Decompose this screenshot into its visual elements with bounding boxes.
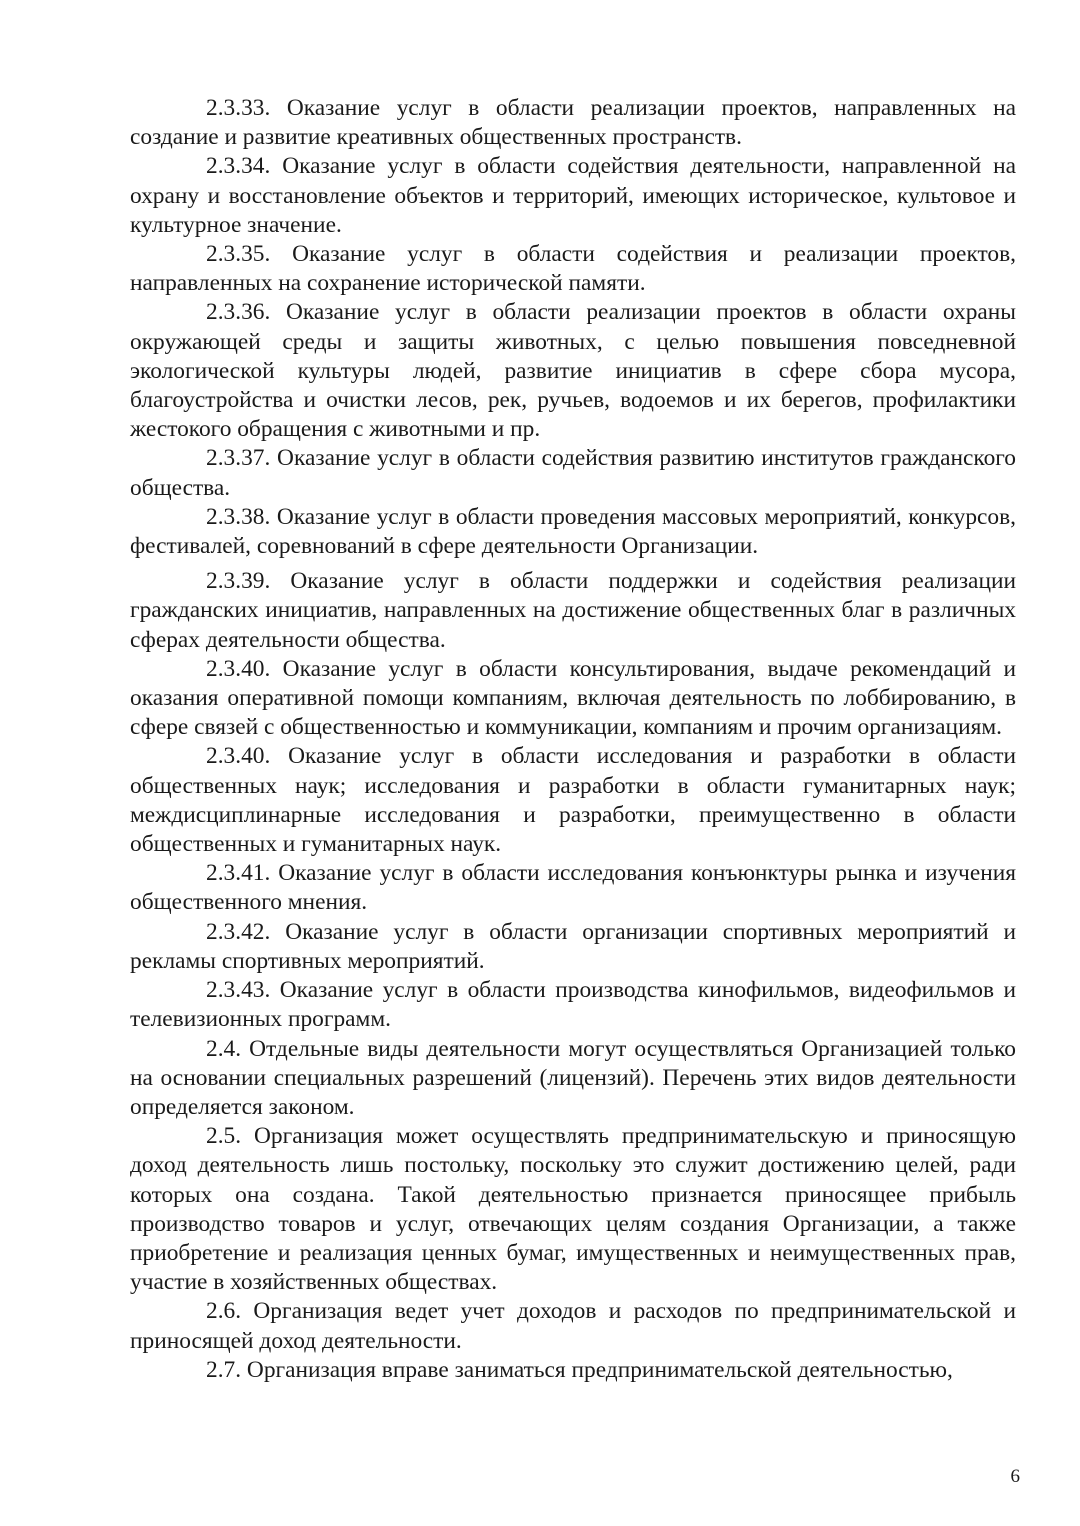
paragraph-2-3-39: 2.3.39. Оказание услуг в области поддержки и содействия реализации гражданских инициатив, направленных на достижение общественных благ в различных сферах деятельности общества.: [130, 568, 1016, 653]
document-body: [130, 94, 1016, 1385]
page-number: 6: [1010, 1466, 1020, 1487]
paragraph-2-3-42: 2.3.42. Оказание услуг в области организации спортивных мероприятий и рекламы спортивных мероприятий.: [130, 918, 1016, 974]
paragraph-2-3-40-consulting: 2.3.40. Оказание услуг в области консультирования, выдаче рекомендаций и оказания оперативной помощи компаниям, включая деятельность по лоббированию, в сфере связей с общественностью и коммуникации, компаниям и прочим организациям.: [130, 655, 1016, 741]
paragraph-2-5: 2.5. Организация может осуществлять предпринимательскую и приносящую доход деятельность лишь постольку, поскольку это служит достижению целей, ради которых она создана. Такой деятельностью признается приносящее прибыль производство товаров и услуг, отвечающих целям создания Организации, а также приобретение и реализация ценных бумаг, имущественных и неимущественных прав, участие в хозяйственных обществах.: [130, 1123, 1016, 1296]
paragraph-2-6: 2.6. Организация ведет учет доходов и расходов по предпринимательской и приносящей доход деятельности.: [130, 1298, 1016, 1354]
paragraph-2-3-33: 2.3.33. Оказание услуг в области реализации проектов, направленных на создание и развитие креативных общественных пространств.: [130, 95, 1016, 151]
paragraph-2-7: 2.7. Организация вправе заниматься предпринимательской деятельностью,: [206, 1356, 953, 1383]
paragraph-2-3-41: 2.3.41. Оказание услуг в области исследования конъюнктуры рынка и изучения общественного мнения.: [130, 860, 1016, 916]
paragraph-2-3-40-research: 2.3.40. Оказание услуг в области исследования и разработки в области общественных наук; исследования и разработки в области гуманитарных наук; междисциплинарные исследования и разработки, преимущественно в области общественных и гуманитарных наук.: [130, 743, 1016, 858]
paragraph-2-3-34: 2.3.34. Оказание услуг в области содействия деятельности, направленной на охрану и восстановление объектов и территорий, имеющих историческое, культовое и культурное значение.: [130, 153, 1016, 238]
paragraph-2-3-37: 2.3.37. Оказание услуг в области содействия развитию институтов гражданского общества.: [130, 445, 1016, 501]
paragraph-2-3-38: 2.3.38. Оказание услуг в области проведения массовых мероприятий, конкурсов, фестивалей, соревнований в сфере деятельности Организации.: [130, 503, 1016, 560]
paragraph-2-3-35: 2.3.35. Оказание услуг в области содействия и реализации проектов, направленных на сохранение исторической памяти.: [130, 241, 1016, 297]
paragraph-2-4: 2.4. Отдельные виды деятельности могут осуществляться Организацией только на основании специальных разрешений (лицензий). Перечень этих видов деятельности определяется законом.: [130, 1035, 1016, 1120]
paragraph-2-3-43: 2.3.43. Оказание услуг в области производства кинофильмов, видеофильмов и телевизионных программ.: [130, 977, 1016, 1033]
paragraph-2-3-36: 2.3.36. Оказание услуг в области реализации проектов в области охраны окружающей среды и защиты животных, с целью повышения повседневной экологической культуры людей, развитие инициатив в сфере сбора мусора, благоустройства и очистки лесов, рек, ручьев, водоемов и их берегов, профилактики жестокого обращения с животными и пр.: [130, 299, 1016, 443]
